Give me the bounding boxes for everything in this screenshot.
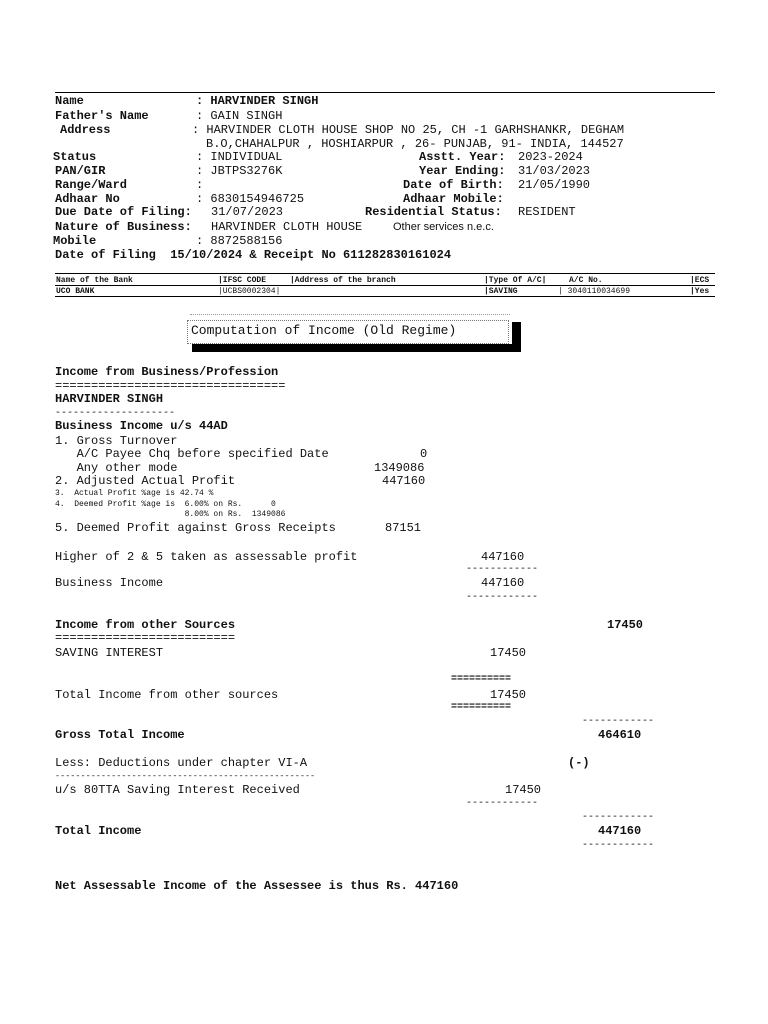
due-date-value: 31/07/2023: [211, 205, 284, 219]
deductions-long-dash: ---------------------------------------------------: [55, 771, 316, 781]
address-label: Address: [60, 123, 111, 137]
total-other-label: Total Income from other sources: [55, 688, 279, 702]
business-income-dash: ------------: [466, 592, 539, 603]
deemed-label: 5. Deemed Profit against Gross Receipts: [55, 521, 336, 535]
gross-total-value: 464610: [598, 728, 642, 742]
gross-total-label: Gross Total Income: [55, 728, 185, 742]
less-deductions-label: Less: Deductions under chapter VI-A: [55, 756, 308, 770]
gross-dash: ------------: [582, 716, 655, 727]
status-label: Status: [53, 150, 97, 164]
dob-label: Date of Birth:: [403, 178, 504, 192]
total-other-value: 17450: [490, 688, 527, 702]
other-sources-heading: Income from other Sources: [55, 618, 236, 632]
saving-interest-value: 17450: [490, 646, 527, 660]
total-income-dash-bottom: ------------: [582, 840, 655, 851]
title-dotted-rule: [190, 314, 510, 315]
residential-label: Residential Status:: [365, 205, 502, 219]
bank-table-top-rule: [55, 273, 715, 274]
other-sources-eq-bottom: ==========: [451, 702, 512, 713]
name-value: : HARVINDER SINGH: [196, 94, 319, 108]
business-desc: Other services n.e.c.: [393, 221, 494, 233]
bank-header-address: |Address of the branch: [290, 276, 396, 285]
aadhaar-value: : 6830154946725: [196, 192, 305, 206]
bank-table-mid-rule: [55, 285, 715, 286]
business-income-value: 447160: [481, 576, 525, 590]
due-date-label: Due Date of Filing:: [55, 205, 192, 219]
business-person: HARVINDER SINGH: [55, 392, 164, 406]
other-sources-heading-value: 17450: [607, 618, 644, 632]
aadhaar-mobile-label: Adhaar Mobile:: [403, 192, 504, 206]
title-shadow-bottom: [192, 344, 521, 352]
dob-value: 21/05/1990: [518, 178, 591, 192]
higher-value: 447160: [481, 550, 525, 564]
address-line1: : HARVINDER CLOTH HOUSE SHOP NO 25, CH -1 GARHSHANKR, DEGHAM: [192, 123, 625, 137]
saving-interest-label: SAVING INTEREST: [55, 646, 164, 660]
name-label: Name: [55, 94, 84, 108]
business-heading-underline: ================================: [55, 379, 286, 393]
bank-header-name: Name of the Bank: [56, 276, 133, 285]
address-line2: B.O,CHAHALPUR , HOSHIARPUR , 26- PUNJAB, 91- INDIA, 144527: [206, 137, 624, 151]
tta-value: 17450: [505, 783, 542, 797]
tta-label: u/s 80TTA Saving Interest Received: [55, 783, 300, 797]
bank-header-acno: A/C No.: [569, 276, 603, 285]
bank-header-ecs: |ECS: [690, 276, 710, 285]
business-heading: Income from Business/Profession: [55, 365, 279, 379]
business-person-underline: --------------------: [55, 408, 176, 419]
bank-header-ifsc: |IFSC CODE: [218, 276, 267, 285]
status-value: : INDIVIDUAL: [196, 150, 283, 164]
net-assessable-line: Net Assessable Income of the Assessee is thus Rs. 447160: [55, 879, 459, 893]
higher-dash: ------------: [466, 564, 539, 575]
other-mode-label: Any other mode: [55, 461, 178, 475]
bank-row-ifsc: |UCBS0002304|: [218, 287, 281, 296]
bank-row-type: |SAVING: [484, 287, 518, 296]
payee-value: 0: [420, 447, 428, 461]
other-mode-value: 1349086: [374, 461, 425, 475]
tta-dash: ------------: [466, 798, 539, 809]
bank-row-ecs: |Yes: [690, 287, 710, 296]
less-deductions-sign: (-): [568, 756, 590, 770]
gross-turnover-label: 1. Gross Turnover: [55, 434, 178, 448]
top-rule: [55, 92, 715, 93]
total-income-value: 447160: [598, 824, 642, 838]
range-value: :: [196, 178, 204, 192]
payee-label: A/C Payee Chq before specified Date: [55, 447, 329, 461]
deemed-pct-note-2: 8.00% on Rs. 1349086: [55, 510, 286, 519]
business-sub-heading: Business Income u/s 44AD: [55, 419, 228, 433]
business-value: HARVINDER CLOTH HOUSE: [211, 220, 363, 234]
other-sources-eq-top: ==========: [451, 674, 512, 685]
deemed-pct-note-1: 4. Deemed Profit %age is 6.00% on Rs. 0: [55, 500, 276, 509]
mobile-value: : 8872588156: [196, 234, 283, 248]
father-value: : GAIN SINGH: [196, 109, 283, 123]
bank-table-bottom-rule: [55, 296, 715, 297]
pan-label: PAN/GIR: [55, 164, 106, 178]
adjusted-label: 2. Adjusted Actual Profit: [55, 474, 236, 488]
bank-row-acno: | 3040110034699: [558, 287, 631, 296]
father-label: Father's Name: [55, 109, 149, 123]
business-label: Nature of Business:: [55, 220, 192, 234]
actual-pct-note: 3. Actual Profit %age is 42.74 %: [55, 489, 214, 498]
higher-label: Higher of 2 & 5 taken as assessable profit: [55, 550, 358, 564]
total-income-label: Total Income: [55, 824, 142, 838]
page-title: Computation of Income (Old Regime): [191, 323, 457, 338]
deemed-value: 87151: [385, 521, 422, 535]
year-ending-label: Year Ending:: [419, 164, 506, 178]
pan-value: : JBTPS3276K: [196, 164, 283, 178]
bank-header-type: |Type Of A/C|: [484, 276, 547, 285]
adjusted-value: 447160: [382, 474, 426, 488]
total-income-dash-top: ------------: [582, 812, 655, 823]
mobile-label: Mobile: [53, 234, 97, 248]
residential-value: RESIDENT: [518, 205, 576, 219]
business-income-label: Business Income: [55, 576, 164, 590]
filing-line: Date of Filing 15/10/2024 & Receipt No 611282830161024: [55, 248, 452, 262]
range-label: Range/Ward: [55, 178, 128, 192]
other-sources-underline: =========================: [55, 631, 236, 645]
asst-year-label: Asstt. Year:: [419, 150, 506, 164]
bank-row-name: UCO BANK: [56, 287, 95, 296]
year-ending-value: 31/03/2023: [518, 164, 591, 178]
asst-year-value: 2023-2024: [518, 150, 583, 164]
aadhaar-label: Adhaar No: [55, 192, 120, 206]
